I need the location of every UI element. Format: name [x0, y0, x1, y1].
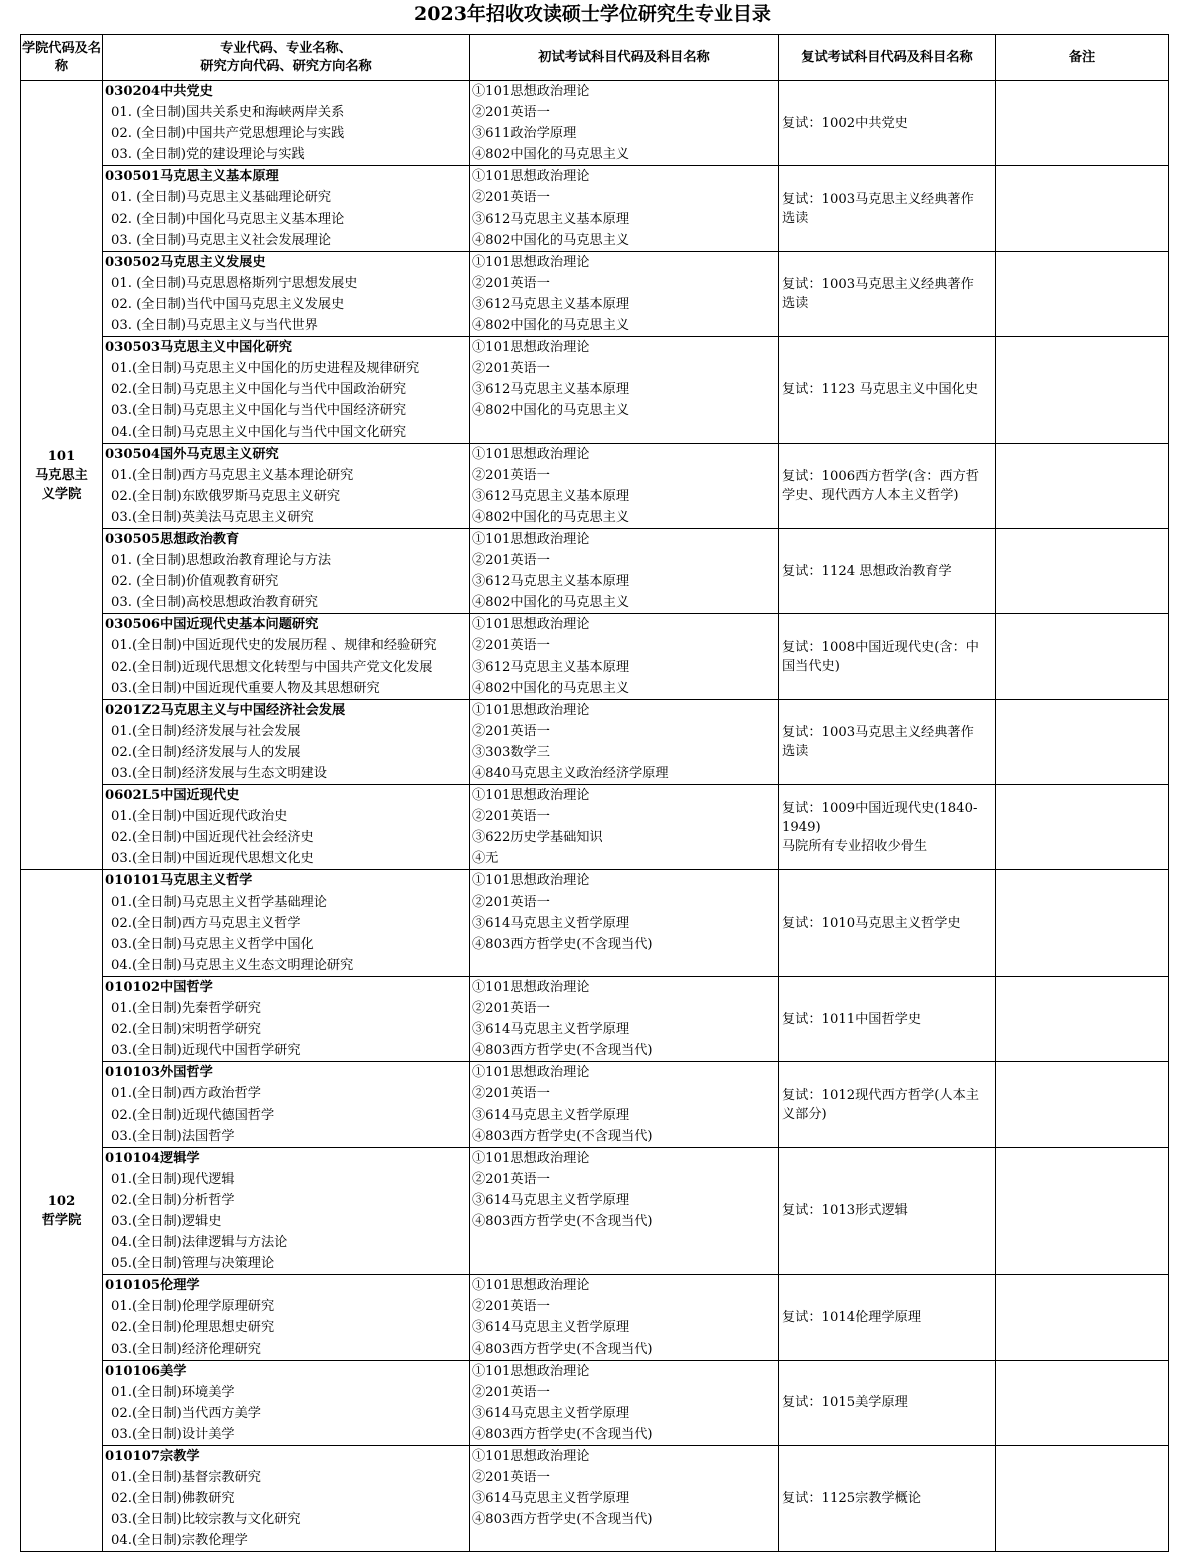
- research-direction: 03.(全日制)法国哲学: [111, 1128, 235, 1144]
- exam-cell: [470, 251, 779, 336]
- note-cell: [996, 337, 1169, 443]
- research-direction: 03.(全日制)比较宗教与文化研究: [111, 1512, 301, 1528]
- retest-subject: 复试：1014伦理学原理: [782, 1309, 922, 1325]
- major-name: 030506中国近现代史基本问题研究: [105, 617, 319, 633]
- major-name: 010103外国哲学: [105, 1065, 213, 1081]
- exam-subject: ②201英语一: [472, 553, 550, 569]
- header-row: [21, 35, 1169, 81]
- major-cell: [103, 1147, 470, 1275]
- exam-subject: ②201英语一: [472, 1299, 550, 1315]
- exam-cell: [470, 337, 779, 443]
- exam-cell: [470, 166, 779, 251]
- exam-subject: ①101思想政治理论: [472, 169, 590, 185]
- major-cell: [103, 1360, 470, 1445]
- note-cell: [996, 976, 1169, 1061]
- research-direction: 01. (全日制)国共关系史和海峡两岸关系: [111, 105, 345, 121]
- table-row: [21, 1147, 1169, 1275]
- header-retest: 复试考试科目代码及科目名称: [779, 35, 996, 81]
- exam-subject: ③614马克思主义哲学原理: [472, 1022, 630, 1038]
- header-major: 专业代码、专业名称、 研究方向代码、研究方向名称: [103, 35, 470, 81]
- major-name: 030204中共党史: [105, 84, 213, 99]
- retest-cell: [779, 166, 996, 251]
- exam-subject: ①101思想政治理论: [472, 1363, 590, 1379]
- research-direction: 01.(全日制)基督宗教研究: [111, 1470, 261, 1486]
- research-direction: 01.(全日制)伦理学原理研究: [111, 1299, 275, 1315]
- note-cell: [996, 1275, 1169, 1360]
- retest-cell: [779, 699, 996, 784]
- retest-cell: [779, 1062, 996, 1147]
- table-row: [21, 699, 1169, 784]
- note-cell: [996, 166, 1169, 251]
- research-direction: 03.(全日制)经济发展与生态文明建设: [111, 766, 327, 781]
- exam-subject: ④802中国化的马克思主义: [472, 318, 630, 334]
- retest-subject: 复试：1002中共党史: [782, 115, 908, 131]
- research-direction: 03.(全日制)马克思主义哲学中国化: [111, 936, 314, 952]
- exam-subject: ④803西方哲学史(不含现当代): [472, 1128, 653, 1144]
- exam-subject: ①101思想政治理论: [472, 1278, 590, 1294]
- research-direction: 03.(全日制)近现代中国哲学研究: [111, 1043, 301, 1059]
- major-cell: [103, 337, 470, 443]
- exam-subject: ③614马克思主义哲学原理: [472, 1320, 630, 1336]
- research-direction: 04.(全日制)法律逻辑与方法论: [111, 1235, 288, 1251]
- exam-subject: ③612马克思主义基本原理: [472, 574, 630, 590]
- major-name: 030501马克思主义基本原理: [105, 169, 279, 185]
- research-direction: 01.(全日制)先秦哲学研究: [111, 1001, 261, 1017]
- major-cell: [103, 528, 470, 613]
- research-direction: 03. (全日制)高校思想政治教育研究: [111, 595, 318, 611]
- exam-subject: ④802中国化的马克思主义: [472, 403, 630, 419]
- exam-cell: [470, 1062, 779, 1147]
- major-name: 0201Z2马克思主义与中国经济社会发展: [105, 702, 346, 718]
- exam-cell: [470, 614, 779, 699]
- exam-subject: ④803西方哲学史(不含现当代): [472, 936, 653, 952]
- retest-cell: [779, 870, 996, 976]
- retest-subject: 学史、现代西方人本主义哲学): [782, 487, 959, 503]
- exam-cell: [470, 1147, 779, 1275]
- exam-subject: ④802中国化的马克思主义: [472, 232, 630, 248]
- exam-subject: ②201英语一: [472, 275, 550, 291]
- research-direction: 03.(全日制)经济伦理研究: [111, 1341, 261, 1357]
- major-name: 010101马克思主义哲学: [105, 873, 253, 889]
- exam-subject: ①101思想政治理论: [472, 1065, 590, 1081]
- school-code: 102: [47, 1193, 76, 1209]
- table-row: [21, 443, 1169, 528]
- major-cell: [103, 166, 470, 251]
- table-row: [21, 785, 1169, 870]
- major-cell: [103, 976, 470, 1061]
- note-cell: [996, 528, 1169, 613]
- exam-cell: [470, 785, 779, 870]
- major-name: 010105伦理学: [105, 1278, 200, 1294]
- research-direction: 01.(全日制)现代逻辑: [111, 1171, 235, 1187]
- school-cell: [21, 870, 103, 1552]
- major-name: 010102中国哲学: [105, 979, 213, 995]
- exam-subject: ①101思想政治理论: [472, 873, 590, 889]
- research-direction: 01.(全日制)中国近现代政治史: [111, 809, 288, 825]
- retest-subject: 复试：1003马克思主义经典著作: [782, 724, 974, 740]
- note-cell: [996, 1446, 1169, 1552]
- retest-cell: [779, 785, 996, 870]
- exam-subject: ①101思想政治理论: [472, 788, 590, 804]
- retest-subject: 复试：1012现代西方哲学(人本主: [782, 1087, 979, 1103]
- exam-subject: ③614马克思主义哲学原理: [472, 1192, 630, 1208]
- research-direction: 01. (全日制)马克思恩格斯列宁思想发展史: [111, 275, 358, 291]
- exam-subject: ②201英语一: [472, 809, 550, 825]
- exam-subject: ②201英语一: [472, 894, 550, 910]
- exam-subject: ③622历史学基础知识: [472, 830, 603, 846]
- research-direction: 03.(全日制)设计美学: [111, 1426, 235, 1442]
- exam-subject: ④802中国化的马克思主义: [472, 595, 630, 611]
- exam-subject: ②201英语一: [472, 638, 550, 654]
- research-direction: 01.(全日制)西方政治哲学: [111, 1086, 261, 1102]
- exam-subject: ④803西方哲学史(不含现当代): [472, 1512, 653, 1528]
- major-name: 010107宗教学: [105, 1449, 200, 1464]
- exam-subject: ②201英语一: [472, 1171, 550, 1187]
- retest-subject: 复试：1011中国哲学史: [782, 1011, 922, 1027]
- research-direction: 03. (全日制)党的建设理论与实践: [111, 147, 305, 163]
- exam-subject: ①101思想政治理论: [472, 531, 590, 547]
- exam-subject: ④无: [472, 851, 499, 867]
- note-cell: [996, 1360, 1169, 1445]
- exam-cell: [470, 443, 779, 528]
- exam-subject: ②201英语一: [472, 190, 550, 206]
- major-name: 0602L5中国近现代史: [105, 788, 240, 804]
- exam-subject: ②201英语一: [472, 1086, 550, 1102]
- research-direction: 01. (全日制)思想政治教育理论与方法: [111, 553, 332, 569]
- research-direction: 01.(全日制)环境美学: [111, 1384, 235, 1400]
- exam-subject: ①101思想政治理论: [472, 1150, 590, 1166]
- exam-subject: ①101思想政治理论: [472, 617, 590, 633]
- retest-subject: 复试：1015美学原理: [782, 1395, 908, 1411]
- research-direction: 02. (全日制)中国共产党思想理论与实践: [111, 126, 345, 142]
- table-row: [21, 1062, 1169, 1147]
- exam-subject: ②201英语一: [472, 723, 550, 739]
- program-catalog-table: [20, 34, 1169, 1552]
- major-cell: [103, 870, 470, 976]
- exam-subject: ①101思想政治理论: [472, 1449, 590, 1464]
- note-cell: [996, 443, 1169, 528]
- retest-subject: 复试：1125宗教学概论: [782, 1491, 922, 1507]
- exam-subject: ①101思想政治理论: [472, 340, 590, 356]
- major-cell: [103, 251, 470, 336]
- exam-subject: ③612马克思主义基本原理: [472, 488, 630, 504]
- exam-subject: ①101思想政治理论: [472, 702, 590, 718]
- note-cell: [996, 870, 1169, 976]
- research-direction: 02.(全日制)马克思主义中国化与当代中国政治研究: [111, 382, 407, 398]
- note-cell: [996, 1147, 1169, 1275]
- research-direction: 02.(全日制)宋明哲学研究: [111, 1022, 261, 1038]
- table-row: [21, 251, 1169, 336]
- major-cell: [103, 443, 470, 528]
- retest-subject: 选读: [782, 210, 809, 226]
- exam-subject: ③611政治学原理: [472, 126, 577, 142]
- retest-cell: [779, 337, 996, 443]
- note-cell: [996, 614, 1169, 699]
- major-name: 030504国外马克思主义研究: [105, 446, 279, 462]
- exam-subject: ③614马克思主义哲学原理: [472, 1405, 630, 1421]
- exam-subject: ④802中国化的马克思主义: [472, 680, 630, 696]
- exam-subject: ①101思想政治理论: [472, 446, 590, 462]
- research-direction: 02.(全日制)经济发展与人的发展: [111, 744, 301, 760]
- exam-subject: ②201英语一: [472, 467, 550, 483]
- major-cell: [103, 81, 470, 166]
- retest-cell: [779, 81, 996, 166]
- research-direction: 02.(全日制)近现代德国哲学: [111, 1107, 275, 1123]
- research-direction: 01.(全日制)西方马克思主义基本理论研究: [111, 467, 354, 483]
- retest-cell: [779, 251, 996, 336]
- exam-subject: ③612马克思主义基本原理: [472, 382, 630, 398]
- research-direction: 02. (全日制)中国化马克思主义基本理论: [111, 211, 345, 227]
- major-cell: [103, 1446, 470, 1552]
- retest-cell: [779, 528, 996, 613]
- note-cell: [996, 251, 1169, 336]
- exam-subject: ③612马克思主义基本原理: [472, 659, 630, 675]
- retest-subject: 复试：1008中国近现代史(含：中: [782, 639, 979, 655]
- exam-subject: ③614马克思主义哲学原理: [472, 915, 630, 931]
- research-direction: 02.(全日制)近现代思想文化转型与中国共产党文化发展: [111, 659, 433, 675]
- school-code: 101: [47, 448, 76, 464]
- exam-subject: ①101思想政治理论: [472, 254, 590, 270]
- research-direction: 02.(全日制)伦理思想史研究: [111, 1320, 275, 1336]
- research-direction: 02.(全日制)分析哲学: [111, 1192, 235, 1208]
- retest-subject: 1949): [782, 819, 821, 835]
- exam-subject: ②201英语一: [472, 1384, 550, 1400]
- research-direction: 01.(全日制)马克思主义哲学基础理论: [111, 894, 327, 910]
- page-title: 2023年招收攻读硕士学位研究生专业目录: [414, 3, 771, 25]
- exam-subject: ②201英语一: [472, 105, 550, 121]
- exam-subject: ②201英语一: [472, 1001, 550, 1017]
- research-direction: 01.(全日制)中国近现代史的发展历程 、规律和经验研究: [111, 638, 437, 654]
- research-direction: 03.(全日制)英美法马克思主义研究: [111, 509, 314, 525]
- exam-cell: [470, 976, 779, 1061]
- note-cell: [996, 81, 1169, 166]
- research-direction: 03.(全日制)逻辑史: [111, 1213, 222, 1229]
- exam-subject: ④803西方哲学史(不含现当代): [472, 1341, 653, 1357]
- retest-subject: 复试：1010马克思主义哲学史: [782, 915, 961, 931]
- exam-subject: ④803西方哲学史(不含现当代): [472, 1043, 653, 1059]
- school-name-l1: 马克思主: [35, 467, 88, 483]
- major-name: 010106美学: [105, 1363, 187, 1379]
- research-direction: 01.(全日制)经济发展与社会发展: [111, 723, 301, 739]
- note-cell: [996, 785, 1169, 870]
- header-exam: 初试考试科目代码及科目名称: [470, 35, 779, 81]
- school-name-l2: 义学院: [41, 486, 82, 502]
- retest-subject: 义部分): [782, 1106, 827, 1122]
- header-school: 学院代码及名称: [21, 35, 103, 81]
- table-row: [21, 614, 1169, 699]
- table-row: [21, 870, 1169, 976]
- research-direction: 02.(全日制)西方马克思主义哲学: [111, 915, 301, 931]
- major-cell: [103, 1062, 470, 1147]
- exam-cell: [470, 699, 779, 784]
- retest-cell: [779, 1147, 996, 1275]
- research-direction: 04.(全日制)宗教伦理学: [111, 1533, 248, 1549]
- exam-subject: ①101思想政治理论: [472, 979, 590, 995]
- exam-subject: ③303数学三: [472, 744, 550, 760]
- table-body: [21, 81, 1169, 1552]
- research-direction: 03. (全日制)马克思主义与当代世界: [111, 318, 318, 334]
- exam-subject: ④803西方哲学史(不含现当代): [472, 1213, 653, 1229]
- exam-cell: [470, 1446, 779, 1552]
- exam-cell: [470, 1275, 779, 1360]
- research-direction: 03.(全日制)中国近现代重要人物及其思想研究: [111, 680, 380, 696]
- research-direction: 05.(全日制)管理与决策理论: [111, 1256, 275, 1272]
- retest-cell: [779, 1360, 996, 1445]
- table-row: [21, 1446, 1169, 1552]
- retest-subject: 复试：1009中国近现代史(1840-: [782, 800, 978, 816]
- research-direction: 02.(全日制)中国近现代社会经济史: [111, 830, 314, 846]
- retest-subject: 复试：1006西方哲学(含：西方哲: [782, 468, 979, 484]
- school-cell: [21, 81, 103, 870]
- retest-subject: 复试：1003马克思主义经典著作: [782, 191, 974, 207]
- major-cell: [103, 1275, 470, 1360]
- research-direction: 03. (全日制)马克思主义社会发展理论: [111, 232, 332, 248]
- retest-subject: 复试：1003马克思主义经典著作: [782, 276, 974, 292]
- exam-subject: ④802中国化的马克思主义: [472, 147, 630, 163]
- exam-subject: ③614马克思主义哲学原理: [472, 1491, 630, 1507]
- major-cell: [103, 699, 470, 784]
- research-direction: 02.(全日制)东欧俄罗斯马克思主义研究: [111, 488, 341, 504]
- research-direction: 03.(全日制)马克思主义中国化与当代中国经济研究: [111, 403, 407, 419]
- research-direction: 02. (全日制)价值观教育研究: [111, 574, 279, 590]
- note-cell: [996, 699, 1169, 784]
- major-cell: [103, 614, 470, 699]
- retest-subject: 选读: [782, 295, 809, 311]
- table-row: [21, 81, 1169, 166]
- major-name: 030502马克思主义发展史: [105, 254, 266, 270]
- retest-cell: [779, 976, 996, 1061]
- retest-cell: [779, 1275, 996, 1360]
- exam-subject: ③614马克思主义哲学原理: [472, 1107, 630, 1123]
- research-direction: 02.(全日制)当代西方美学: [111, 1405, 261, 1421]
- retest-cell: [779, 614, 996, 699]
- exam-cell: [470, 1360, 779, 1445]
- major-name: 010104逻辑学: [105, 1150, 200, 1166]
- exam-cell: [470, 81, 779, 166]
- exam-subject: ②201英语一: [472, 1470, 550, 1486]
- table-row: [21, 337, 1169, 443]
- research-direction: 02.(全日制)佛教研究: [111, 1491, 235, 1507]
- note-cell: [996, 1062, 1169, 1147]
- table-row: [21, 528, 1169, 613]
- major-name: 030503马克思主义中国化研究: [105, 340, 292, 356]
- table-row: [21, 1275, 1169, 1360]
- retest-subject: 选读: [782, 743, 809, 759]
- table-row: [21, 1360, 1169, 1445]
- retest-subject: 马院所有专业招收少骨生: [782, 838, 928, 854]
- retest-subject: 复试：1013形式逻辑: [782, 1203, 908, 1219]
- exam-subject: ④803西方哲学史(不含现当代): [472, 1426, 653, 1442]
- research-direction: 02. (全日制)当代中国马克思主义发展史: [111, 296, 345, 312]
- research-direction: 01.(全日制)马克思主义中国化的历史进程及规律研究: [111, 361, 420, 377]
- exam-subject: ④802中国化的马克思主义: [472, 509, 630, 525]
- research-direction: 01. (全日制)马克思主义基础理论研究: [111, 190, 332, 206]
- table-row: [21, 166, 1169, 251]
- major-name: 030505思想政治教育: [105, 531, 240, 547]
- exam-subject: ③612马克思主义基本原理: [472, 296, 630, 312]
- exam-subject: ②201英语一: [472, 361, 550, 377]
- header-note: 备注: [996, 35, 1169, 81]
- exam-subject: ①101思想政治理论: [472, 84, 590, 99]
- retest-subject: 复试：1124 思想政治教育学: [782, 563, 952, 579]
- research-direction: 04.(全日制)马克思主义中国化与当代中国文化研究: [111, 424, 407, 440]
- retest-subject: 复试：1123 马克思主义中国化史: [782, 382, 979, 398]
- major-cell: [103, 785, 470, 870]
- retest-cell: [779, 1446, 996, 1552]
- table-row: [21, 976, 1169, 1061]
- research-direction: 03.(全日制)中国近现代思想文化史: [111, 851, 314, 867]
- research-direction: 04.(全日制)马克思主义生态文明理论研究: [111, 957, 354, 973]
- retest-cell: [779, 443, 996, 528]
- exam-subject: ④840马克思主义政治经济学原理: [472, 766, 669, 781]
- exam-cell: [470, 870, 779, 976]
- exam-cell: [470, 528, 779, 613]
- exam-subject: ③612马克思主义基本原理: [472, 211, 630, 227]
- retest-subject: 国当代史): [782, 658, 840, 674]
- school-name-l1: 哲学院: [41, 1212, 82, 1228]
